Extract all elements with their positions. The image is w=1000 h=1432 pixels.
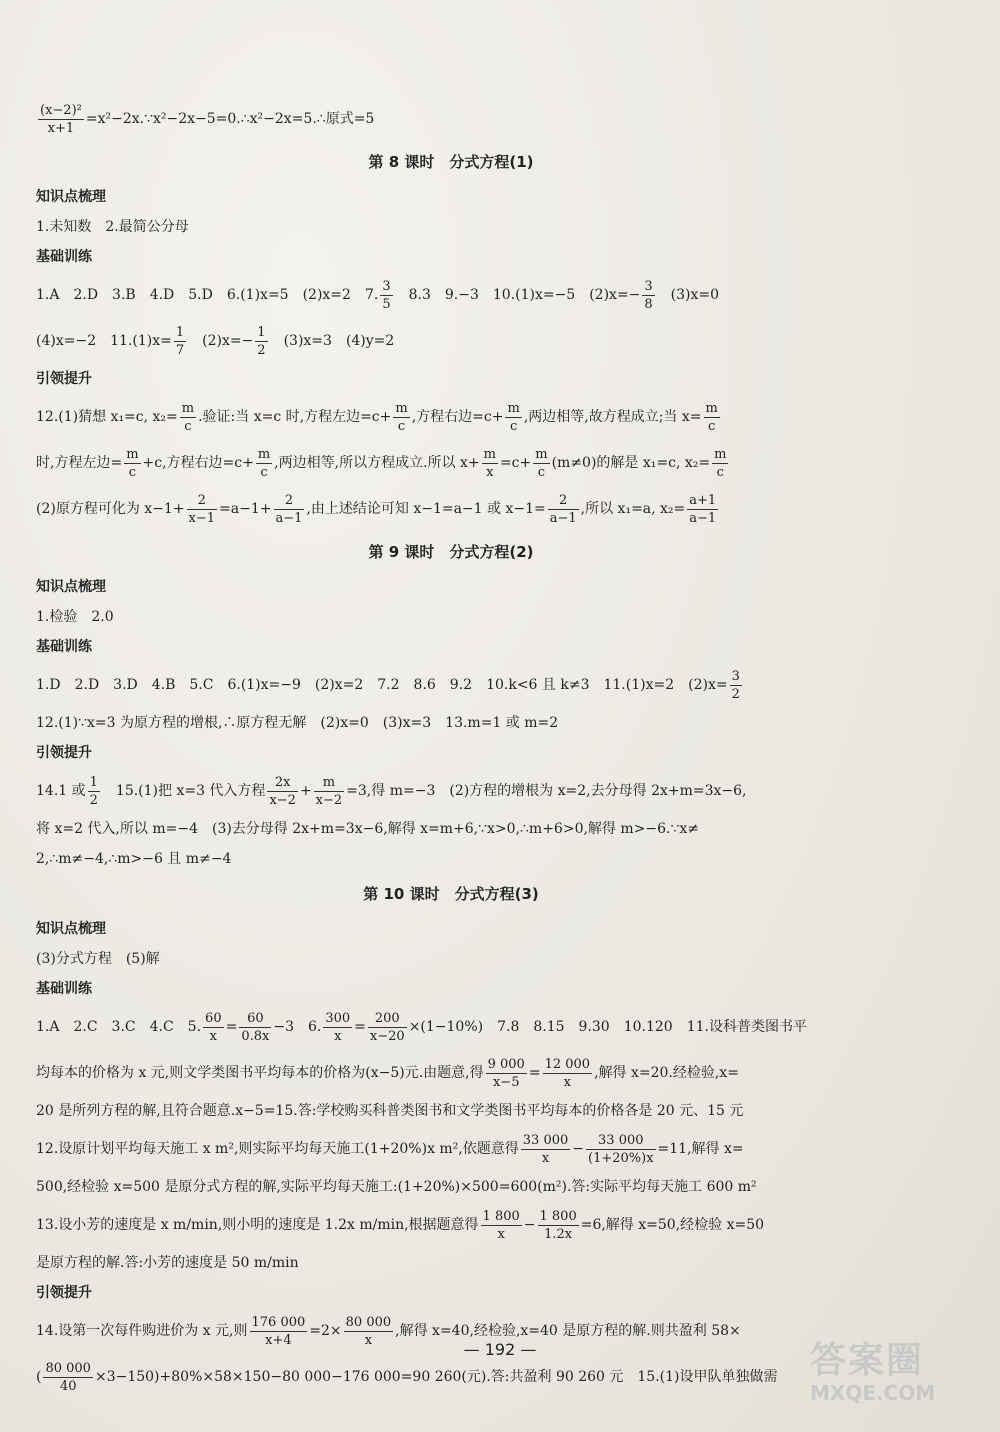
- text: 时,方程左边=: [36, 455, 123, 471]
- denominator: a−1: [275, 510, 303, 526]
- text: ×(1−10%) 7.8 8.15 9.30 10.120 11.设科普类图书平: [408, 1019, 807, 1035]
- text: =a−1+: [219, 501, 272, 517]
- denominator: a−1: [549, 510, 577, 526]
- denominator: 40: [59, 1378, 77, 1394]
- fraction: [393, 400, 409, 435]
- fraction: [521, 1132, 571, 1167]
- numerator: m: [705, 400, 718, 416]
- text: ,解得 x=40,经检验,x=40 是原方程的解.则共盈利 58×: [395, 1323, 741, 1339]
- text: (4)x=−2 11.(1)x=: [36, 333, 172, 349]
- numerator: m: [181, 400, 195, 416]
- numerator: 1: [89, 774, 98, 790]
- fraction: [368, 1010, 407, 1045]
- answer-line: (3)分式方程 (5)解: [36, 951, 160, 967]
- fraction: [505, 400, 521, 435]
- watermark-en: MXQE.COM: [810, 1381, 936, 1405]
- lesson-9-title: 第 9 课时 分式方程(2): [368, 543, 534, 561]
- denominator: c: [184, 418, 192, 434]
- text: 14.1 或: [36, 783, 86, 799]
- denominator: x: [497, 1226, 505, 1242]
- answer-line: 均每本的价格为 x 元,则文学类图书平均每本的价格为(x−5)元.由题意,得 $\frac{9 000}{x-5}$ = $\frac{12 000}{x}$ ,解得 x=20.经检验,x=: [36, 1056, 739, 1090]
- numerator: 2: [187, 492, 218, 510]
- denominator: x−2: [269, 792, 296, 808]
- text: ,所以 x₁=a, x₂=: [580, 501, 686, 517]
- numerator: 33 000: [522, 1132, 569, 1148]
- numerator: 80 000: [345, 1314, 392, 1330]
- answer-line: 2,∴m≠−4,∴m>−6 且 m≠−4: [36, 851, 232, 867]
- answer-line: [36, 1354, 866, 1400]
- denominator: 1.2x: [544, 1226, 573, 1242]
- answer-line: 12.设原计划平均每天施工 x m²,则实际平均每天施工(1+20%)x m²,依题意得 $\frac{33 000}{x}$ − $\frac{33 000}{(1+20\%)x}$ =11,解得 x=: [36, 1132, 744, 1166]
- denominator: 8: [644, 296, 653, 312]
- denominator: c: [537, 464, 546, 480]
- numerator: m: [483, 446, 496, 462]
- fraction: [712, 446, 728, 481]
- fraction: [481, 1208, 522, 1243]
- answer-line: 将 x=2 代入,所以 m=−4 (3)去分母得 2x+m=3x−6,解得 x=m+6,∵x>0,∴m+6>0,解得 m>−6.∵x≠: [36, 821, 700, 837]
- answer-line: 13.设小芳的速度是 x m/min,则小明的速度是 1.2x m/min,根据题意得 $\frac{1 800}{x}$ − $\frac{1 800}{1.2x}$ =6,解得 x=50,经检验 x=50: [36, 1208, 765, 1242]
- numerator: m: [126, 446, 139, 462]
- text: .验证:当 x=c 时,方程左边=c+: [198, 409, 392, 425]
- fraction: [174, 324, 186, 359]
- numerator: 2: [274, 492, 305, 510]
- denominator: x: [541, 1150, 550, 1166]
- denominator: x−1: [188, 510, 216, 526]
- denominator: 0.8x: [241, 1028, 270, 1044]
- denominator: a−1: [689, 510, 717, 526]
- section-heading: 基础训练: [36, 981, 92, 997]
- denominator: 7: [175, 342, 185, 358]
- denominator: c: [128, 464, 136, 480]
- numerator: m: [395, 400, 408, 416]
- denominator: 2: [731, 686, 740, 702]
- answer-line: 1.未知数 2.最简公分母: [36, 219, 189, 235]
- text: (3)x=3 (4)y=2: [269, 333, 395, 349]
- fraction: [687, 492, 718, 527]
- watermark-logo: [810, 1340, 980, 1410]
- text: (3)x=0: [656, 287, 720, 303]
- fraction: [642, 278, 654, 313]
- page-number: — 192 —: [463, 1340, 537, 1359]
- answer-line: 14.1 或 $\frac{1}{2}$ 15.(1)把 x=3 代入方程 $\frac{2x}{x-2}$ + $\frac{m}{x-2}$ =3,得 m=−3 (2)方程的增根为 x=2,去分母得 2x+m=3x−6,: [36, 774, 747, 808]
- fraction: [187, 492, 218, 527]
- denominator: 5: [382, 296, 391, 312]
- text: ,两边相等,所以方程成立.所以 x+: [274, 455, 480, 471]
- denominator: x: [209, 1028, 217, 1044]
- answer-line: [36, 318, 866, 364]
- denominator: c: [716, 464, 724, 480]
- denominator: c: [510, 418, 518, 434]
- answer-content: [36, 96, 866, 1400]
- numerator: 1: [175, 324, 185, 340]
- text: ,由上述结论可知 x−1=a−1 或 x−1=: [306, 501, 546, 517]
- numerator: 60: [205, 1010, 222, 1026]
- denominator: c: [708, 418, 716, 434]
- numerator: 1 800: [482, 1208, 520, 1224]
- denominator: x: [486, 464, 494, 480]
- answer-line: 20 是所列方程的解,且符合题意.x−5=15.答:学校购买科普类图书和文学类图书平均每本的价格各是 20 元、15 元: [36, 1103, 744, 1119]
- text: −3 6.: [273, 1019, 322, 1035]
- numerator: 3: [382, 278, 391, 294]
- text: 1.A 2.C 3.C 4.C 5.: [36, 1019, 202, 1035]
- fraction: [730, 668, 742, 703]
- text: (2)原方程可化为 x−1+: [36, 501, 185, 517]
- numerator: m: [535, 446, 548, 462]
- numerator: 2x: [267, 774, 298, 792]
- denominator: x: [334, 1028, 342, 1044]
- answer-line: [36, 272, 866, 318]
- fraction: [38, 102, 84, 137]
- numerator: (x−2)²: [40, 102, 82, 118]
- denominator: 2: [257, 342, 266, 358]
- denominator: x−5: [492, 1074, 520, 1090]
- numerator: 12 000: [544, 1056, 591, 1072]
- answer-line: [36, 394, 866, 440]
- fraction: [486, 1056, 527, 1091]
- denominator: 2: [89, 792, 98, 808]
- numerator: 9 000: [487, 1056, 525, 1072]
- numerator: a+1: [689, 492, 717, 508]
- text: 均每本的价格为 x 元,则文学类图书平均每本的价格为(x−5)元.由题意,得: [36, 1065, 484, 1081]
- fraction: [543, 1056, 593, 1091]
- fraction: [704, 400, 720, 435]
- section-heading: 基础训练: [36, 639, 92, 655]
- fraction: [43, 1360, 93, 1395]
- text: =11,解得 x=: [657, 1141, 744, 1157]
- fraction: [267, 774, 298, 809]
- fraction: [124, 446, 140, 481]
- section-heading: 基础训练: [36, 249, 92, 265]
- denominator: c: [260, 464, 268, 480]
- fraction: [256, 446, 272, 481]
- numerator: 60: [239, 1010, 271, 1028]
- carryover-line: [36, 96, 866, 142]
- section-heading: 引领提升: [36, 745, 92, 761]
- section-heading: 知识点梳理: [36, 189, 106, 205]
- text: =x²−2x.∵x²−2x−5=0.∴x²−2x=5.∴原式=5: [85, 111, 375, 127]
- fraction: [203, 1010, 224, 1045]
- section-heading: 知识点梳理: [36, 921, 106, 937]
- numerator: 176 000: [251, 1314, 306, 1330]
- fraction: [314, 774, 345, 809]
- numerator: 3: [644, 278, 653, 294]
- text: 15.(1)把 x=3 代入方程: [101, 783, 266, 799]
- text: ,两边相等,故方程成立;当 x=: [523, 409, 702, 425]
- text: 12.(1)猜想 x₁=c, x₂=: [36, 409, 178, 425]
- denominator: c: [397, 418, 406, 434]
- denominator: x+1: [47, 120, 75, 136]
- denominator: x−2: [315, 792, 343, 808]
- fraction: [274, 492, 305, 527]
- fraction: [538, 1208, 579, 1243]
- numerator: 80 000: [45, 1360, 91, 1376]
- numerator: 3: [731, 668, 740, 684]
- numerator: m: [714, 446, 727, 462]
- fraction: [586, 1132, 656, 1167]
- text: 1.D 2.D 3.D 4.B 5.C 6.(1)x=−9 (2)x=2 7.2 8.6 9.2 10.k<6 且 k≠3 11.(1)x=2 (2)x=: [36, 677, 728, 693]
- answer-line: [36, 440, 866, 486]
- section-heading: 知识点梳理: [36, 579, 106, 595]
- text: 1.A 2.D 3.B 4.D 5.D 6.(1)x=5 (2)x=2 7.: [36, 287, 379, 303]
- lesson-10-title: 第 10 课时 分式方程(3): [363, 885, 539, 903]
- denominator: x−20: [369, 1028, 405, 1044]
- numerator: 200: [368, 1010, 407, 1028]
- section-heading: 引领提升: [36, 1285, 92, 1301]
- answer-line: 500,经检验 x=500 是原分式方程的解,实际平均每天施工:(1+20%)×500=600(m²).答:实际平均每天施工 600 m²: [36, 1179, 757, 1195]
- numerator: 1 800: [539, 1208, 577, 1224]
- fraction: [88, 774, 100, 809]
- denominator: x+4: [265, 1332, 292, 1348]
- text: +c,方程右边=c+: [142, 455, 254, 471]
- text: ,方程右边=c+: [411, 409, 504, 425]
- text: (: [36, 1369, 42, 1385]
- text: =c+: [499, 455, 532, 471]
- answer-line: 12.(1)∵x=3 为原方程的增根,∴原方程无解 (2)x=0 (3)x=3 13.m=1 或 m=2: [36, 715, 559, 731]
- text: 8.3 9.−3 10.(1)x=−5 (2)x=−: [394, 287, 641, 303]
- fraction: [180, 400, 196, 435]
- numerator: 2: [548, 492, 579, 510]
- fraction: [239, 1010, 271, 1045]
- lesson-8-title: 第 8 课时 分式方程(1): [368, 153, 534, 171]
- fraction: [533, 446, 549, 481]
- numerator: 33 000: [586, 1132, 656, 1150]
- text: =2×: [309, 1323, 342, 1339]
- answer-line: 1.检验 2.0: [36, 609, 114, 625]
- numerator: m: [314, 774, 345, 792]
- denominator: (1+20%)x: [588, 1150, 654, 1166]
- fraction: [380, 278, 392, 313]
- answer-line: 是原方程的解.答:小芳的速度是 50 m/min: [36, 1255, 299, 1271]
- text: ,解得 x=20.经检验,x=: [594, 1065, 739, 1081]
- text: 14.设第一次每件购进价为 x 元,则: [36, 1323, 248, 1339]
- numerator: m: [507, 400, 520, 416]
- fraction: [482, 446, 498, 481]
- denominator: x: [563, 1074, 571, 1090]
- text: 13.设小芳的速度是 x m/min,则小明的速度是 1.2x m/min,根据题意得: [36, 1217, 479, 1233]
- fraction: [548, 492, 579, 527]
- section-heading: 引领提升: [36, 371, 92, 387]
- text: (m≠0)的解是 x₁=c, x₂=: [551, 455, 711, 471]
- text: =6,解得 x=50,经检验 x=50: [580, 1217, 765, 1233]
- denominator: x: [364, 1332, 373, 1348]
- text: ×3−150)+80%×58×150−80 000−176 000=90 260(元).答:共盈利 90 260 元 15.(1)设甲队单独做需: [94, 1369, 778, 1385]
- answer-line: [36, 486, 866, 532]
- text: =3,得 m=−3 (2)方程的增根为 x=2,去分母得 2x+m=3x−6,: [346, 783, 747, 799]
- numerator: 300: [325, 1010, 351, 1026]
- numerator: m: [257, 446, 271, 462]
- text: 12.设原计划平均每天施工 x m²,则实际平均每天施工(1+20%)x m²,依题意得: [36, 1141, 519, 1157]
- numerator: 1: [257, 324, 266, 340]
- answer-line: [36, 662, 866, 708]
- watermark-cn: 答案圈: [810, 1340, 925, 1381]
- fraction: [255, 324, 267, 359]
- text: (2)x=−: [188, 333, 254, 349]
- answer-line: 1.A 2.C 3.C 4.C 5. $\frac{60}{x}$ = $\frac{60}{0.8x}$ −3 6. $\frac{300}{x}$ = $\frac{200}{x-20}$ ×(1−10%) 7.8 8.15 9.30 10.120 11.设科普类图书平: [36, 1010, 807, 1044]
- fraction: [323, 1010, 352, 1045]
